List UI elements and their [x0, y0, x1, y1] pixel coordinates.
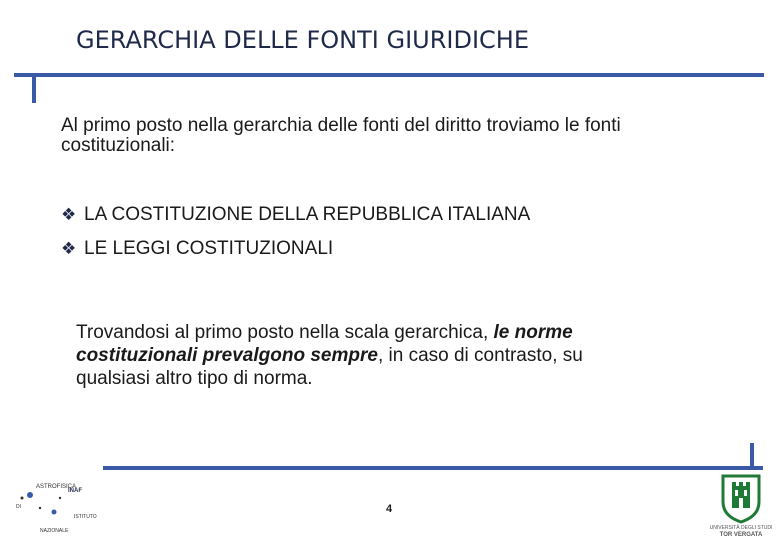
bullet-list — [61, 203, 530, 271]
svg-text:INAF: INAF — [68, 488, 82, 494]
summary-paragraph — [76, 321, 636, 390]
paragraph-text-end: , in caso di contrasto, su qualsiasi altro tipo di norma. — [76, 345, 583, 389]
slide-title: GERARCHIA DELLE FONTI GIURIDICHE — [76, 26, 530, 54]
diamond-bullet-icon: ❖ — [61, 205, 77, 225]
svg-text:TOR VERGATA: TOR VERGATA — [719, 532, 763, 538]
diamond-bullet-icon: ❖ — [61, 239, 77, 259]
university-crest-logo — [709, 472, 773, 538]
bullet-label: LA COSTITUZIONE DELLA REPUBBLICA ITALIANA — [84, 204, 531, 225]
bottom-divider — [103, 466, 763, 470]
institute-seal-logo — [10, 468, 97, 538]
top-divider — [14, 73, 764, 77]
page-number: 4 — [386, 503, 393, 515]
svg-text:DI: DI — [16, 504, 21, 510]
intro-text: Al primo posto nella gerarchia delle fonti del diritto troviamo le fonti costituzionali: — [61, 115, 621, 156]
bullet-label: LE LEGGI COSTITUZIONALI — [84, 238, 334, 259]
bottom-divider-tick — [750, 443, 754, 468]
paragraph-text: Trovandosi al primo posto nella scala gerarchica, — [76, 322, 494, 343]
paragraph-emphasis: le norme costituzionali prevalgono sempre — [76, 322, 573, 366]
svg-text:ISTITUTO: ISTITUTO — [74, 514, 97, 520]
svg-text:NAZIONALE: NAZIONALE — [40, 528, 69, 534]
bullet-item — [61, 203, 530, 227]
svg-text:UNIVERSITÀ DEGLI STUDI: UNIVERSITÀ DEGLI STUDI — [709, 525, 773, 531]
top-divider-tick — [32, 73, 36, 103]
bullet-item — [61, 237, 530, 261]
svg-text:ASTROFISICA: ASTROFISICA — [36, 484, 77, 490]
